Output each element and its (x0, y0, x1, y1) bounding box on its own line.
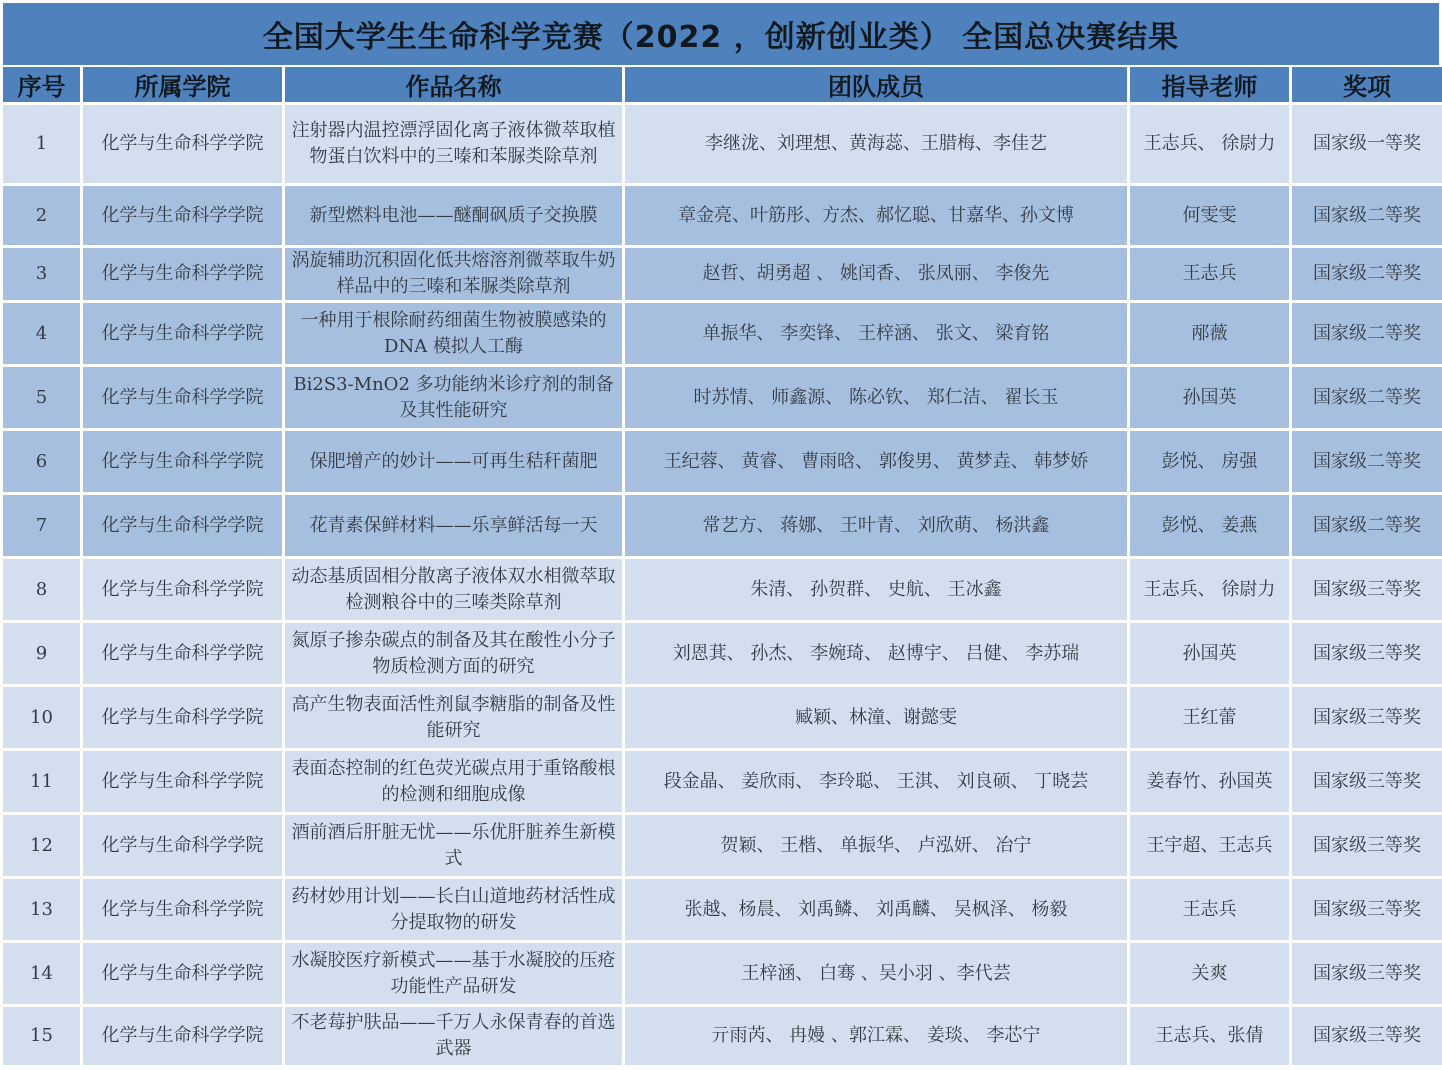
cell-no: 6 (3, 431, 80, 492)
cell-advisor: 孙国英 (1130, 367, 1289, 428)
cell-work: 一种用于根除耐药细菌生物被膜感染的 DNA 模拟人工酶 (285, 303, 622, 364)
table-row (3, 751, 1442, 812)
cell-no: 9 (3, 623, 80, 684)
cell-advisor: 孙国英 (1130, 623, 1289, 684)
cell-no: 11 (3, 751, 80, 812)
table-row (3, 367, 1442, 428)
cell-work: 动态基质固相分散离子液体双水相微萃取检测粮谷中的三嗪类除草剂 (285, 559, 622, 620)
cell-work: 新型燃料电池——醚酮砜质子交换膜 (285, 186, 622, 245)
cell-no: 2 (3, 186, 80, 245)
results-body (3, 105, 1442, 1065)
cell-no: 4 (3, 303, 80, 364)
header-work: 作品名称 (285, 67, 622, 102)
cell-award: 国家级二等奖 (1292, 431, 1442, 492)
table-row (3, 559, 1442, 620)
cell-advisor: 彭悦、 姜燕 (1130, 495, 1289, 556)
cell-college: 化学与生命科学学院 (83, 879, 282, 940)
sheet-title: 全国大学生生命科学竞赛（2022 ，创新创业类） 全国总决赛结果 (3, 3, 1439, 65)
cell-award: 国家级二等奖 (1292, 495, 1442, 556)
cell-work: 酒前酒后肝脏无忧——乐优肝脏养生新模式 (285, 815, 622, 876)
cell-award: 国家级一等奖 (1292, 105, 1442, 183)
cell-advisor: 何雯雯 (1130, 186, 1289, 245)
cell-advisor: 关爽 (1130, 943, 1289, 1004)
cell-team: 时苏情、 师鑫源、 陈必钦、 郑仁洁、 翟长玉 (625, 367, 1127, 428)
cell-team: 王梓涵、 白骞 、吴小羽 、李代芸 (625, 943, 1127, 1004)
cell-team: 章金亮、叶筋彤、方杰、郝忆聪、甘嘉华、孙文博 (625, 186, 1127, 245)
table-row (3, 879, 1442, 940)
cell-team: 赵哲、胡勇超 、 姚闰香、 张凤丽、 李俊先 (625, 248, 1127, 300)
cell-no: 5 (3, 367, 80, 428)
cell-advisor: 彭悦、 房强 (1130, 431, 1289, 492)
cell-college: 化学与生命科学学院 (83, 495, 282, 556)
cell-award: 国家级三等奖 (1292, 751, 1442, 812)
cell-work: Bi2S3-MnO2 多功能纳米诊疗剂的制备及其性能研究 (285, 367, 622, 428)
table-row (3, 431, 1442, 492)
cell-team: 单振华、 李奕锋、 王梓涵、 张文、 梁育铭 (625, 303, 1127, 364)
cell-advisor: 王宇超、王志兵 (1130, 815, 1289, 876)
table-row (3, 186, 1442, 245)
cell-work: 药材妙用计划——长白山道地药材活性成分提取物的研发 (285, 879, 622, 940)
cell-team: 贺颖、 王楷、 单振华、 卢泓妍、 冶宁 (625, 815, 1127, 876)
cell-no: 12 (3, 815, 80, 876)
cell-work: 氮原子掺杂碳点的制备及其在酸性小分子物质检测方面的研究 (285, 623, 622, 684)
table-row (3, 1007, 1442, 1065)
cell-advisor: 王志兵、 徐尉力 (1130, 105, 1289, 183)
table-row (3, 623, 1442, 684)
cell-no: 10 (3, 687, 80, 748)
cell-advisor: 王志兵 (1130, 879, 1289, 940)
cell-work: 注射器内温控漂浮固化离子液体微萃取植物蛋白饮料中的三嗪和苯脲类除草剂 (285, 105, 622, 183)
cell-award: 国家级二等奖 (1292, 303, 1442, 364)
cell-advisor: 王志兵、张倩 (1130, 1007, 1289, 1065)
cell-award: 国家级二等奖 (1292, 186, 1442, 245)
cell-college: 化学与生命科学学院 (83, 559, 282, 620)
cell-award: 国家级三等奖 (1292, 687, 1442, 748)
cell-award: 国家级三等奖 (1292, 1007, 1442, 1065)
table-row (3, 105, 1442, 183)
cell-no: 1 (3, 105, 80, 183)
cell-no: 14 (3, 943, 80, 1004)
cell-no: 3 (3, 248, 80, 300)
cell-advisor: 邴薇 (1130, 303, 1289, 364)
cell-college: 化学与生命科学学院 (83, 367, 282, 428)
results-table (0, 64, 1442, 1068)
cell-team: 朱清、 孙贺群、 史航、 王冰鑫 (625, 559, 1127, 620)
cell-team: 常艺方、 蒋娜、 王叶青、 刘欣萌、 杨洪鑫 (625, 495, 1127, 556)
cell-work: 保肥增产的妙计——可再生秸秆菌肥 (285, 431, 622, 492)
header-row (3, 67, 1442, 102)
cell-college: 化学与生命科学学院 (83, 431, 282, 492)
table-row (3, 303, 1442, 364)
cell-award: 国家级三等奖 (1292, 559, 1442, 620)
table-row (3, 815, 1442, 876)
cell-no: 7 (3, 495, 80, 556)
cell-award: 国家级三等奖 (1292, 943, 1442, 1004)
cell-award: 国家级二等奖 (1292, 367, 1442, 428)
cell-college: 化学与生命科学学院 (83, 687, 282, 748)
cell-no: 8 (3, 559, 80, 620)
cell-work: 花青素保鲜材料——乐享鲜活每一天 (285, 495, 622, 556)
cell-college: 化学与生命科学学院 (83, 303, 282, 364)
cell-work: 高产生物表面活性剂鼠李糖脂的制备及性能研究 (285, 687, 622, 748)
cell-no: 15 (3, 1007, 80, 1065)
cell-advisor: 姜春竹、孙国英 (1130, 751, 1289, 812)
cell-team: 李继泷、刘理想、黄海蕊、王腊梅、李佳艺 (625, 105, 1127, 183)
cell-college: 化学与生命科学学院 (83, 815, 282, 876)
cell-work: 表面态控制的红色荧光碳点用于重铬酸根的检测和细胞成像 (285, 751, 622, 812)
cell-work: 水凝胶医疗新模式——基于水凝胶的压疮功能性产品研发 (285, 943, 622, 1004)
cell-team: 段金晶、 姜欣雨、 李玲聪、 王淇、 刘良硕、 丁晓芸 (625, 751, 1127, 812)
header-advisor: 指导老师 (1130, 67, 1289, 102)
cell-work: 不老莓护肤品——千万人永保青春的首选武器 (285, 1007, 622, 1065)
cell-college: 化学与生命科学学院 (83, 1007, 282, 1065)
header-team: 团队成员 (625, 67, 1127, 102)
cell-team: 张越、杨晨、 刘禹鳞、 刘禹麟、 吴枫泽、 杨毅 (625, 879, 1127, 940)
cell-no: 13 (3, 879, 80, 940)
cell-team: 臧颖、林潼、谢懿雯 (625, 687, 1127, 748)
cell-college: 化学与生命科学学院 (83, 105, 282, 183)
cell-work: 涡旋辅助沉积固化低共熔溶剂微萃取牛奶样品中的三嗪和苯脲类除草剂 (285, 248, 622, 300)
table-row (3, 943, 1442, 1004)
cell-advisor: 王志兵、 徐尉力 (1130, 559, 1289, 620)
cell-team: 王纪蓉、 黄睿、 曹雨晗、 郭俊男、 黄梦垚、 韩梦娇 (625, 431, 1127, 492)
table-row (3, 687, 1442, 748)
cell-award: 国家级二等奖 (1292, 248, 1442, 300)
cell-team: 刘恩萁、 孙杰、 李婉琦、 赵博宇、 吕健、 李苏瑞 (625, 623, 1127, 684)
cell-advisor: 王志兵 (1130, 248, 1289, 300)
header-college: 所属学院 (83, 67, 282, 102)
cell-college: 化学与生命科学学院 (83, 623, 282, 684)
cell-advisor: 王红蕾 (1130, 687, 1289, 748)
cell-college: 化学与生命科学学院 (83, 186, 282, 245)
header-no: 序号 (3, 67, 80, 102)
cell-award: 国家级三等奖 (1292, 815, 1442, 876)
cell-college: 化学与生命科学学院 (83, 751, 282, 812)
table-row (3, 248, 1442, 300)
cell-award: 国家级三等奖 (1292, 879, 1442, 940)
cell-award: 国家级三等奖 (1292, 623, 1442, 684)
cell-college: 化学与生命科学学院 (83, 943, 282, 1004)
cell-team: 亓雨芮、 冉嫚 、郭江霖、 姜琰、 李芯宁 (625, 1007, 1127, 1065)
table-row (3, 495, 1442, 556)
cell-college: 化学与生命科学学院 (83, 248, 282, 300)
header-award: 奖项 (1292, 67, 1442, 102)
